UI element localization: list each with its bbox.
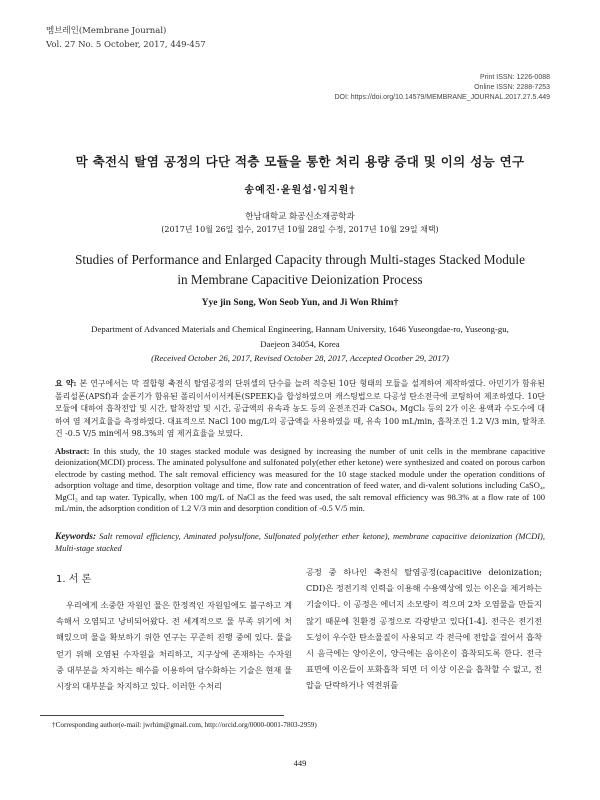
title-english-line1: Studies of Performance and Enlarged Capacity through Multi-stages Stacked Module (75, 252, 525, 267)
section-heading-introduction: 1. 서 론 (56, 574, 92, 585)
footnote-divider (40, 715, 284, 716)
affiliation-english (70, 322, 530, 352)
issn-block (334, 73, 550, 103)
dates-english: (Received October 26, 2017, Revised October 28, 2017, Accepted Ocotber 29, 2017) (151, 353, 449, 363)
journal-name: 멤브레인(Membrane Journal) (46, 26, 167, 36)
corresponding-author-footnote: †Corresponding author(e-mail: jwrhim@gmail.com, http://orcid.org/0000-0001-7803-2959) (52, 721, 317, 729)
abstract-english-label: Abstract: (55, 446, 90, 456)
title-english-line2: in Membrane Capacitive Deionization Process (177, 272, 423, 287)
abstract-korean (55, 378, 545, 441)
print-issn: Print ISSN: 1226-0088 (479, 74, 550, 81)
title-english (40, 250, 560, 290)
body-column-left: 우리에게 소중한 자원인 물은 한정적인 자원임에도 불구하고 계속해서 오염되고 낭비되어왔다. 전 세계적으로 물 부족 위기에 처해있으며 물을 확보하기 위한 연구는 꾸준히 진행 중에 있다. 물을 얻기 위해 오염된 수자원을 처리하고, 지구상에 존재하는 수자원 중 대부분을 차지하는 해수를 이용하여 담수화하는 기술은 현재 물 시장의 대부분을 차지하고 있다. 이러한 수처리 (56, 600, 292, 692)
abstract-english (55, 446, 545, 514)
affiliation-english-line2: Daejeon 34054, Korea (260, 339, 340, 349)
body-column-right: 공정 중 하나인 축전식 탈염공정(capacitive deionization; CDI)은 정전기적 인력을 이용해 수용액상에 있는 이온을 제거하는 기술이다. 이 공정은 에너지 소모량이 적으며 2차 오염물을 만들지 않기 때문에 친환경 공정으로 각광받고 있다[1-4]. 전극은 전기전도성이 우수한 탄소물질이 사용되고 각 전극에 전압을 걸어서 흡착 시 음극에는 양이온이, 양극에는 음이온이 흡착되도록 한다. 전극 표면에 이온들이 포화흡착 되면 더 이상 이온을 흡착할 수 없고, 전압을 단락하거나 역전위를 (306, 567, 542, 691)
page-number: 449 (293, 758, 307, 768)
affiliation-english-line1: Department of Advanced Materials and Chemical Engineering, Hannam University, 1646 Yuseongdae-ro, Yuseong-gu, (91, 324, 509, 334)
abstract-korean-text: 본 연구에서는 막 결합형 축전식 탈염공정의 단위셀의 단수를 늘려 적층된 10단 형태의 모듈을 설계하여 제작하였다. 아민기가 함유된 폴리설폰(APSf)과 술폰기가 함유된 폴리이서이서케톤(SPEEK)을 합성하였으며 캐스팅법으로 다공성 탄소전극에 코팅하여 제조하였다. 10단 모듈에 대하여 흡착전압 및 시간, 탈착전압 및 시간, 공급액의 유속과 농도 등의 운전조건과 CaSO₄, MgCl₂ 등의 2가 이온 용액과 수도수에 대하여 염 제거효율을 측정하였다. 대표적으로 NaCl 100 mg/L의 공급액을 사용하였을 때, 유속 100 mL/min, 흡착조건 1.2 V/3 min, 탈착조건 -0.5 V/5 min에서 98.3%의 염 제거효율을 보였다. (55, 379, 546, 438)
abstract-korean-label: 요 약: (55, 379, 77, 388)
keywords (55, 531, 545, 554)
abstract-english-text: In this study, the 10 stages stacked module was designed by increasing the number of unit cells in the membrane capacitive deionization(MCDI) process. The aminated polysulfone and sulfonated poly(ether ether ketone) were synthesized and coated on porous carbon electrode by casting method. The salt removal efficiency was measured for the 10 stage stacked module under the operation conditions of adsorption voltage and time, desorption voltage and time, flow rate and concentration of feed water, and di-valent solutions including CaSO₄, MgCl₂ and tap water. Typically, when 100 mg/L of NaCl as the feed was used, the salt removal efficiency was 98.3% at a flow rate of 100 mL/min, the adsorption condition of 1.2 V/3 min and desorption condition of -0.5 V/5 min. (55, 446, 545, 514)
online-issn: Online ISSN: 2288-7253 (474, 84, 550, 91)
affiliation-korean: 한남대학교 화공신소재공학과 (245, 212, 355, 222)
dates-korean: (2017년 10월 26일 접수, 2017년 10월 28일 수정, 2017년 10월 29일 채택) (161, 225, 439, 234)
authors-korean: 송예진·윤원섭·임지원† (244, 185, 356, 196)
journal-volume: Vol. 27 No. 5 October, 2017, 449-457 (46, 40, 206, 50)
keywords-text: Salt removal efficiency, Aminated polysulfone, Sulfonated poly(ether ether ketone), membrane capacitive deionization (MCDI), Multi-stage stacked (55, 531, 545, 553)
title-korean: 막 축전식 탈염 공정의 다단 적층 모듈을 통한 처리 용량 증대 및 이의 성능 연구 (75, 154, 525, 169)
authors-english: Yye jin Song, Won Seob Yun, and Ji Won Rhim† (201, 298, 399, 308)
journal-header (46, 24, 206, 52)
doi-link[interactable]: DOI: https://doi.org/10.14579/MEMBRANE_JOURNAL.2017.27.5.449 (334, 94, 550, 101)
keywords-label: Keywords: (55, 532, 97, 542)
